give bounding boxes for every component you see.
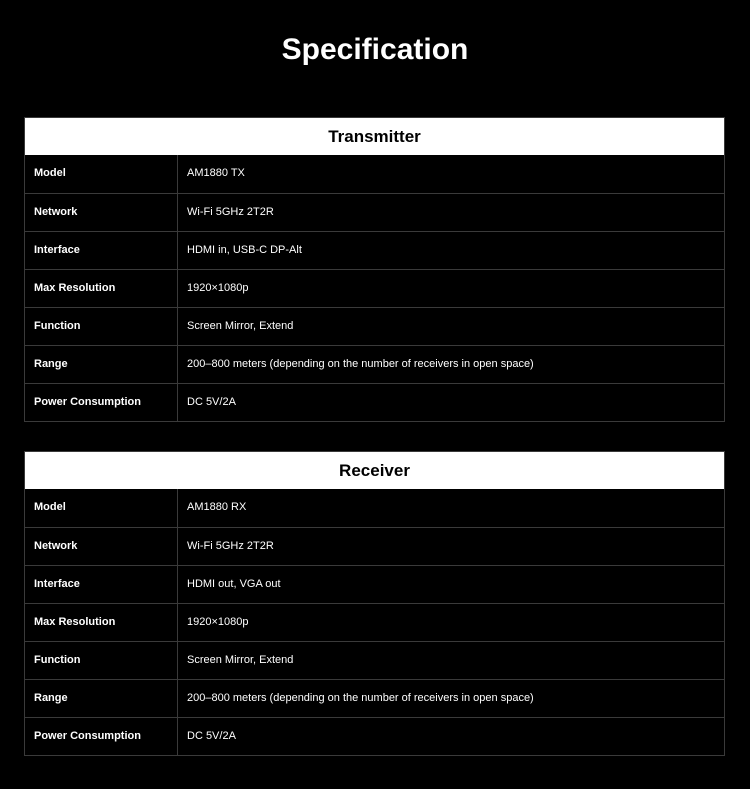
transmitter-heading: Transmitter	[25, 118, 724, 155]
spec-label: Model	[25, 489, 178, 527]
spec-value: 200–800 meters (depending on the number of receivers in open space)	[187, 358, 534, 370]
table-row	[25, 155, 724, 193]
spec-value: HDMI out, VGA out	[187, 578, 281, 590]
spec-value: DC 5V/2A	[187, 396, 236, 408]
table-row	[25, 565, 724, 603]
spec-value: Wi-Fi 5GHz 2T2R	[187, 206, 274, 218]
spec-value: 1920×1080p	[187, 282, 249, 294]
spec-value: Screen Mirror, Extend	[187, 320, 294, 332]
spec-label: Network	[25, 194, 178, 231]
spec-label: Max Resolution	[25, 270, 178, 307]
transmitter-spec-table	[24, 117, 725, 422]
spec-value: 1920×1080p	[187, 616, 249, 628]
spec-value: DC 5V/2A	[187, 730, 236, 742]
spec-label: Interface	[25, 232, 178, 269]
spec-value: 200–800 meters (depending on the number of receivers in open space)	[187, 692, 534, 704]
table-row	[25, 269, 724, 307]
spec-value: HDMI in, USB-C DP-Alt	[187, 244, 302, 256]
transmitter-table-body	[25, 155, 724, 421]
spec-value: Wi-Fi 5GHz 2T2R	[187, 540, 274, 552]
receiver-spec-table	[24, 451, 725, 756]
table-row	[25, 193, 724, 231]
table-row	[25, 717, 724, 755]
spec-label: Range	[25, 346, 178, 383]
spec-label: Power Consumption	[25, 718, 178, 755]
table-row	[25, 345, 724, 383]
spec-label: Model	[25, 155, 178, 193]
table-row	[25, 603, 724, 641]
spec-label: Power Consumption	[25, 384, 178, 421]
spec-value: Screen Mirror, Extend	[187, 654, 294, 666]
table-row	[25, 679, 724, 717]
table-row	[25, 383, 724, 421]
spec-label: Function	[25, 308, 178, 345]
receiver-heading: Receiver	[25, 452, 724, 489]
spec-label: Max Resolution	[25, 604, 178, 641]
spec-label: Network	[25, 528, 178, 565]
spec-value: AM1880 TX	[187, 167, 245, 179]
page-title: Specification	[281, 33, 469, 66]
table-row	[25, 307, 724, 345]
spec-label: Function	[25, 642, 178, 679]
table-row	[25, 231, 724, 269]
spec-label: Interface	[25, 566, 178, 603]
table-row	[25, 489, 724, 527]
spec-label: Range	[25, 680, 178, 717]
table-row	[25, 527, 724, 565]
spec-value: AM1880 RX	[187, 501, 247, 513]
receiver-table-body	[25, 489, 724, 755]
table-row	[25, 641, 724, 679]
